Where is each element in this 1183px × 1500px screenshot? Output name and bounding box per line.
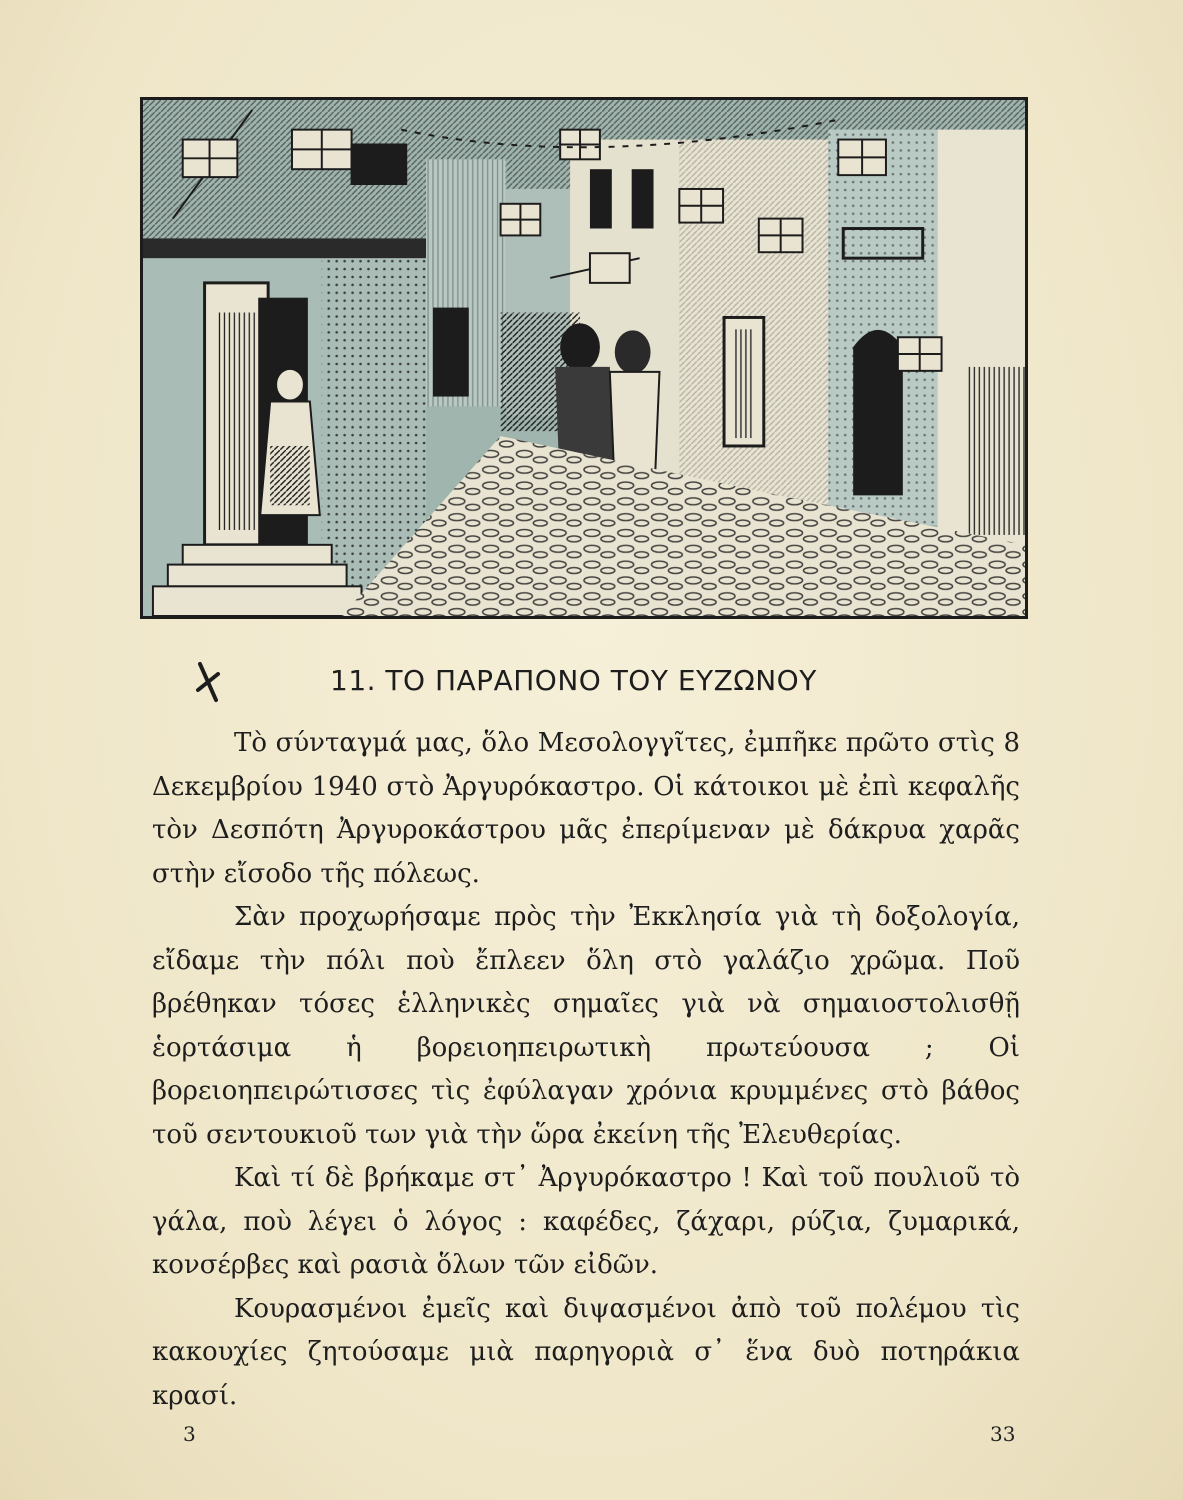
body-text	[152, 722, 1020, 1418]
paragraph-2: Σὰν προχωρήσαμε πρὸς τὴν Ἐκκλησία γιὰ τὴ δοξολογία, εἴδαμε τὴν πόλι ποὺ ἔπλεεν ὅλη στὸ γαλάζιο χρῶμα. Ποῦ βρέθηκαν τόσες ἑλληνικὲς σημαῖες γιὰ νὰ σημαιοστολισθῇ ἑορτάσιμα ἡ βορειοηπειρωτικὴ πρωτεύουσα ; Οἱ βορειοηπειρώτισσες τὶς ἐφύλαγαν χρόνια κρυμμένες στὸ βάθος τοῦ σεντουκιοῦ των γιὰ τὴν ὥρα ἐκείνη τῆς Ἐλευθερίας.	[152, 902, 1020, 1150]
margin-cross-mark-icon	[194, 660, 224, 704]
illustration-street-scene	[140, 97, 1028, 619]
page-number: 33	[990, 1422, 1016, 1446]
illustration-svg	[143, 100, 1025, 616]
signature-mark: 3	[183, 1422, 196, 1446]
chapter-title: 11. ΤΟ ΠΑΡΑΠΟΝΟ ΤΟΥ ΕΥΖΩΝΟΥ	[330, 664, 817, 697]
paragraph-3: Καὶ τί δὲ βρήκαμε στ᾿ Ἀργυρόκαστρο ! Καὶ τοῦ πουλιοῦ τὸ γάλα, ποὺ λέγει ὁ λόγος : καφέδες, ζάχαρι, ρύζια, ζυμαρικά, κονσέρβες καὶ ρασιὰ ὅλων τῶν εἰδῶν.	[152, 1163, 1020, 1280]
paragraph-1: Τὸ σύνταγμά μας, ὅλο Μεσολογγῖτες, ἐμπῆκε πρῶτο στὶς 8 Δεκεμβρίου 1940 στὸ Ἀργυρόκαστρο. Οἱ κάτοικοι μὲ ἐπὶ κεφαλῆς τὸν Δεσπότη Ἀργυροκάστρου μᾶς ἐπερίμεναν μὲ δάκρυα χαρᾶς στὴν εἴσοδο τῆς πόλεως.	[152, 728, 1020, 889]
paragraph-4: Κουρασμένοι ἐμεῖς καὶ διψασμένοι ἀπὸ τοῦ πολέμου τὶς κακουχίες ζητούσαμε μιὰ παρηγοριὰ σ᾿ ἕνα δυὸ ποτηράκια κρασί.	[152, 1293, 1020, 1411]
